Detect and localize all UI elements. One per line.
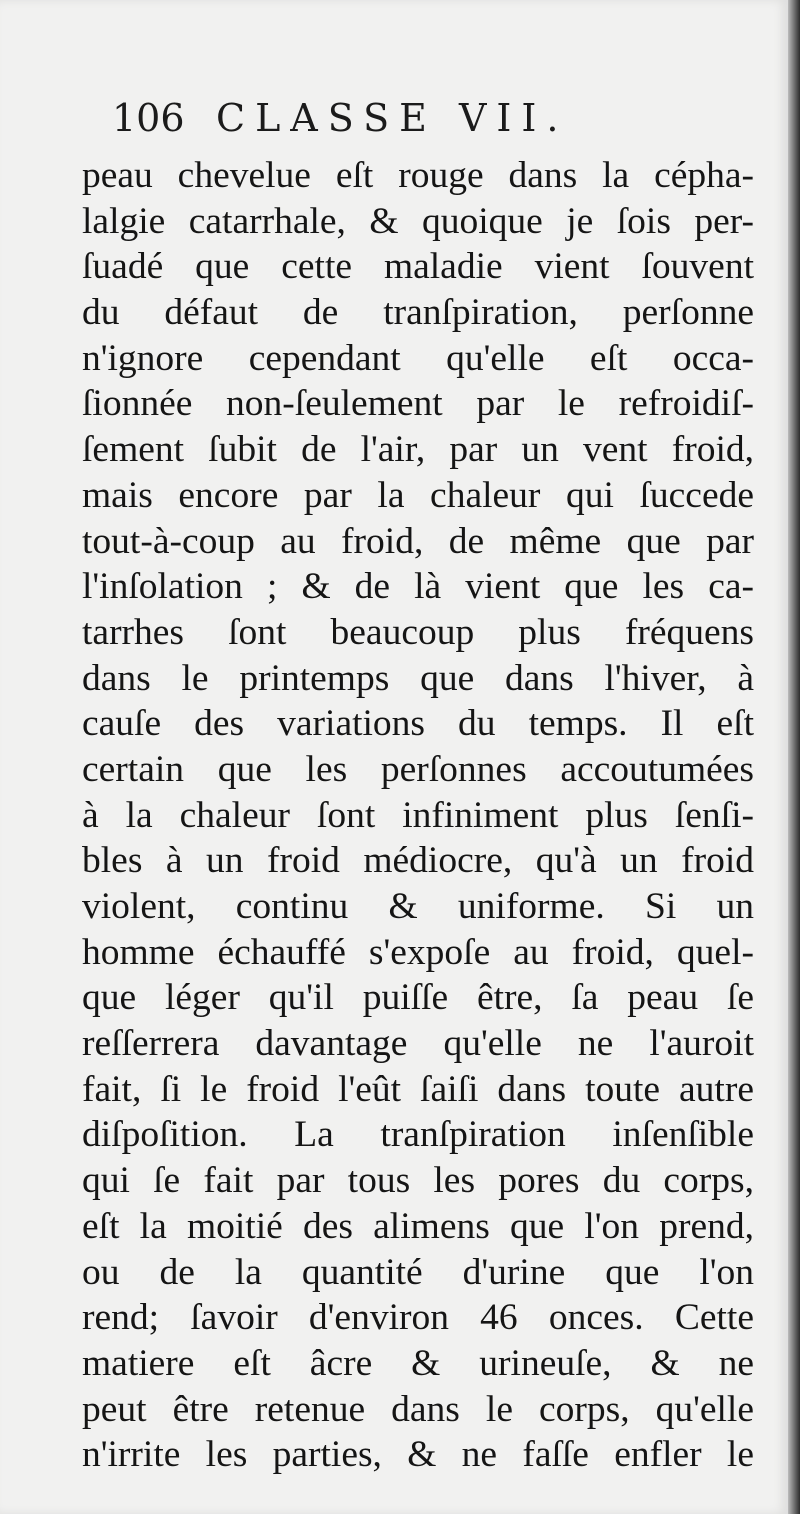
text-line: n'irrite les parties, & ne faſſe enfler le (82, 1434, 754, 1476)
running-head: CLASSE VII. (216, 96, 569, 140)
text-line: cauſe des variations du temps. Il eſt (82, 703, 754, 745)
text-line: homme échauffé s'expoſe au froid, quel- (82, 931, 754, 973)
text-line: fait, ſi le froid l'eût ſaiſi dans toute autre (82, 1068, 754, 1110)
text-line: peut être retenue dans le corps, qu'elle (82, 1388, 754, 1430)
text-line: qui ſe fait par tous les pores du corps, (82, 1160, 754, 1202)
text-line: diſpoſition. La tranſpiration inſenſible (82, 1114, 754, 1156)
text-line: ſuadé que cette maladie vient ſouvent (82, 246, 754, 288)
text-line: n'ignore cependant qu'elle eſt occa- (82, 337, 754, 379)
text-line: rend; ſavoir d'environ 46 onces. Cette (82, 1297, 754, 1339)
text-line: certain que les perſonnes accoutumées (82, 748, 754, 790)
text-line: que léger qu'il puiſſe être, ſa peau ſe (82, 977, 754, 1019)
text-line: dans le printemps que dans l'hiver, à (82, 657, 754, 699)
text-line: reſſerrera davantage qu'elle ne l'auroit (82, 1023, 754, 1065)
text-line: ou de la quantité d'urine que l'on (82, 1251, 754, 1293)
text-line: lalgie catarrhale, & quoique je ſois per- (82, 200, 754, 242)
page-edge (788, 0, 800, 1514)
text-line: bles à un froid médiocre, qu'à un froid (82, 840, 754, 882)
text-line: ſionnée non-ſeulement par le refroidiſ- (82, 383, 754, 425)
text-line: du défaut de tranſpiration, perſonne (82, 292, 754, 334)
text-line: tarrhes ſont beaucoup plus fréquens (82, 611, 754, 653)
page-header (112, 96, 712, 148)
text-line: peau chevelue eſt rouge dans la cépha- (82, 155, 754, 196)
text-line: violent, continu & uniforme. Si un (82, 886, 754, 927)
text-line: tout-à-coup au froid, de même que par (82, 520, 754, 562)
body-text (82, 153, 754, 1478)
text-line: eſt la moitié des alimens que l'on prend, (82, 1205, 754, 1247)
text-line: ſement ſubit de l'air, par un vent froid, (82, 429, 754, 471)
text-line: mais encore par la chaleur qui ſuccede (82, 474, 754, 516)
text-line: à la chaleur ſont infiniment plus ſenſi- (82, 794, 754, 836)
page-number: 106 (112, 96, 185, 140)
text-line: l'inſolation ; & de là vient que les ca- (82, 566, 754, 608)
text-line: matiere eſt âcre & urineuſe, & ne (82, 1342, 754, 1384)
